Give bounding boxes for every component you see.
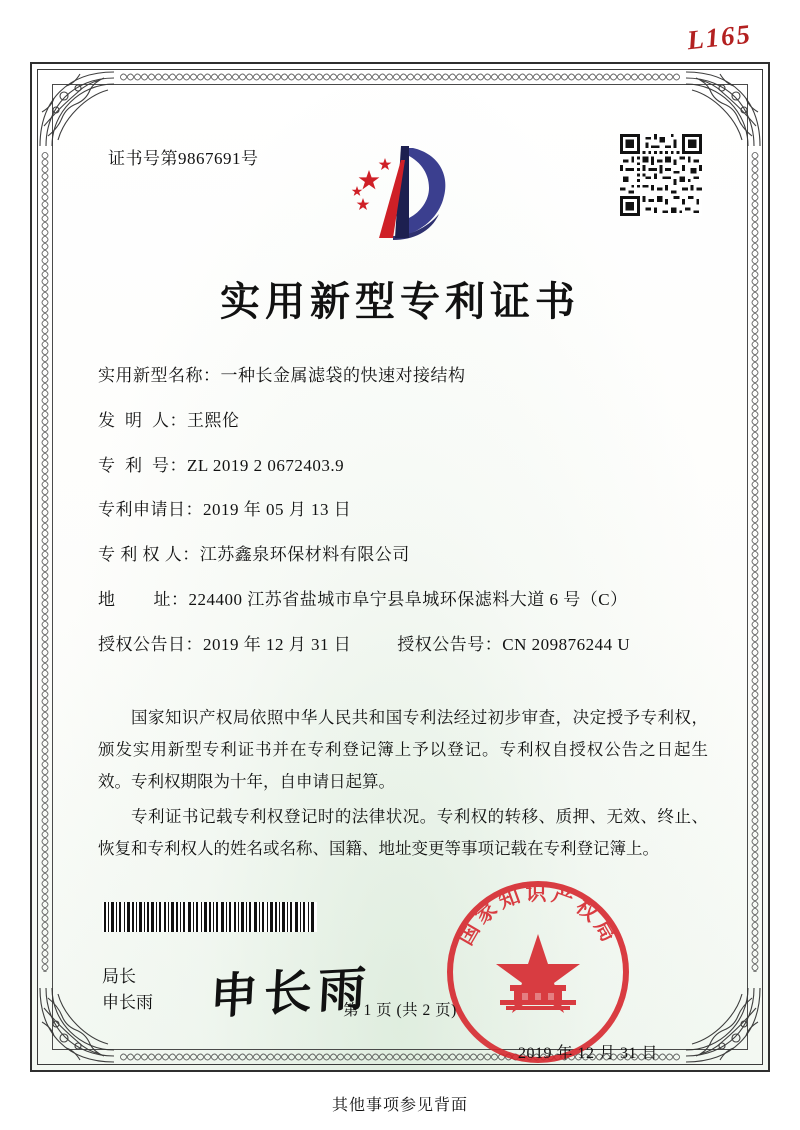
field-value-grant-number: CN 209876244 U (502, 634, 631, 654)
patent-certificate-page (30, 62, 770, 1072)
seal-date: 2019 年 12 月 31 日 (517, 1045, 658, 1062)
legal-paragraph-1: 国家知识产权局依照中华人民共和国专利法经过初步审查，决定授予专利权，颁发实用新型专利证书并在专利登记簿上予以登记。专利权自授权公告之日起生效。专利权期限为十年，自申请日起算。 (98, 708, 708, 792)
field-label: 发 明 人： (98, 410, 187, 430)
field-row-application-date (98, 498, 710, 522)
field-row-grant-announcement (98, 633, 710, 657)
field-label-grant-number: 授权公告号： (397, 634, 503, 654)
field-label: 地 址： (98, 589, 189, 609)
page-title: 实用新型专利证书 (220, 278, 580, 325)
handwritten-signature: 申长雨 (208, 960, 374, 1026)
field-label: 专 利 权 人： (98, 545, 200, 565)
field-value: 江苏鑫泉环保材料有限公司 (199, 545, 410, 565)
director-label: 局长 (102, 967, 136, 986)
field-row-inventor (98, 409, 710, 433)
field-value: 224400 江苏省盐城市阜宁县阜城环保滤料大道 6 号（C） (188, 589, 628, 609)
handwritten-annotation: L165 (685, 18, 754, 56)
field-label: 专利申请日： (98, 500, 203, 520)
field-label: 专 利 号： (98, 455, 187, 475)
qr-code (620, 134, 702, 216)
field-value: 王熙伦 (187, 410, 240, 430)
border-ornament-left (39, 152, 51, 972)
field-value: 一种长金属滤袋的快速对接结构 (220, 366, 466, 385)
field-value: 2019 年 05 月 13 日 (203, 500, 352, 520)
field-label: 实用新型名称： (98, 366, 221, 385)
director-name: 申长雨 (102, 993, 153, 1013)
field-row-utility-model-name (98, 364, 710, 388)
field-row-patent-number (98, 454, 710, 478)
legal-paragraph-2: 专利证书记载专利权登记时的法律状况。专利权的转移、质押、无效、终止、恢复和专利权人的姓名或名称、国籍、地址变更等事项记载在专利登记簿上。 (98, 806, 708, 858)
cnipa-logo-icon (335, 140, 465, 245)
field-label-grant-date: 授权公告日： (98, 634, 203, 654)
barcode (102, 902, 317, 932)
border-ornament-top (120, 71, 680, 83)
certificate-number: 证书号第9867691号 (108, 149, 259, 168)
field-row-patentee (98, 543, 710, 567)
certificate-content (70, 102, 730, 1062)
field-value: ZL 2019 2 0672403.9 (187, 455, 345, 475)
page-number: 第 1 页 (共 2 页) (343, 1002, 457, 1019)
border-ornament-right (749, 152, 761, 972)
footer-note: 其他事项参见背面 (331, 1095, 468, 1114)
field-row-address (98, 588, 710, 612)
svg-text:国家知识产权局: 国家知识产权局 (452, 880, 624, 950)
legal-text (98, 702, 708, 867)
field-value-grant-date: 2019 年 12 月 31 日 (203, 634, 352, 654)
patent-fields (98, 364, 710, 678)
